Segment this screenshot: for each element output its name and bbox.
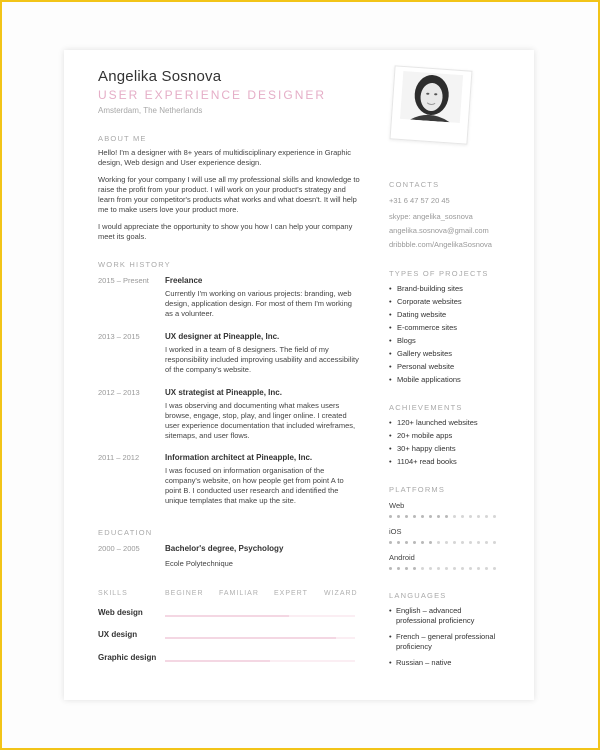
achievements-heading: ACHIEVEMENTS <box>389 403 463 412</box>
skill-label: Graphic design <box>98 653 157 662</box>
project-type: E-commerce sites <box>397 323 458 332</box>
achievement: 1104+ read books <box>397 457 457 466</box>
rating-dot <box>469 541 472 544</box>
rating-dot <box>413 567 416 570</box>
list-item: • 120+ launched websites <box>389 418 478 427</box>
rating-dot <box>445 541 448 544</box>
projects-list <box>389 282 463 386</box>
rating-dot <box>429 515 432 518</box>
achievement: 120+ launched websites <box>397 418 478 427</box>
rating-dot <box>461 515 464 518</box>
rating-dot <box>485 567 488 570</box>
skills-header <box>98 590 360 600</box>
job-description: I worked in a team of 8 designers. The field of my responsibility included improving usability and accessibility of the company's website. <box>165 345 359 374</box>
project-type: Brand-building sites <box>397 284 463 293</box>
rating-dot <box>389 515 392 518</box>
rating-dot <box>437 541 440 544</box>
rating-dot <box>397 567 400 570</box>
job-dates: 2011 – 2012 <box>98 453 140 462</box>
platform-label: iOS <box>389 527 402 536</box>
list-item: • Brand-building sites <box>389 284 463 293</box>
job-description: I was observing and documenting what makes users browse, engage, stop, play, and linger online. I created user experience documentation that included wireframes, sitemaps, and user flows. <box>165 401 356 440</box>
education-heading: EDUCATION <box>98 528 153 537</box>
rating-dot <box>485 515 488 518</box>
list-item: • 30+ happy clients <box>389 444 456 453</box>
rating-dot <box>429 567 432 570</box>
skill-row <box>98 653 360 665</box>
rating-dot <box>413 541 416 544</box>
bullet-icon: • <box>389 606 392 615</box>
skill-label: Web design <box>98 608 143 617</box>
rating-dot <box>437 567 440 570</box>
skill-level-label: EXPERT <box>274 590 308 597</box>
skills-heading: SKILLS <box>98 590 128 597</box>
rating-dot <box>453 541 456 544</box>
job-description: Currently I'm working on various projects: branding, web design, application design. For most of them I'm working as a volunteer. <box>165 289 352 318</box>
job-title: Freelance <box>165 276 203 285</box>
rating-dot <box>469 567 472 570</box>
rating-dot <box>445 567 448 570</box>
rating-dot <box>413 515 416 518</box>
project-type: Gallery websites <box>397 349 453 358</box>
rating-dot <box>461 567 464 570</box>
resume-name: Angelika Sosnova <box>98 68 222 85</box>
resume-role: USER EXPERIENCE DESIGNER <box>98 88 327 102</box>
job-title: Information architect at Pineapple, Inc. <box>165 453 313 462</box>
skill-bar-track <box>165 660 355 662</box>
skill-level-label: FAMILIAR <box>219 590 259 597</box>
list-item: • Corporate websites <box>389 297 462 306</box>
contact-skype[interactable]: skype: angelika_sosnova <box>389 212 473 221</box>
language-text: French – general professional proficiency <box>396 632 496 651</box>
skill-bar-fill <box>165 637 336 639</box>
rating-dot <box>461 541 464 544</box>
education-dates: 2000 – 2005 <box>98 544 140 553</box>
language-text: English – advanced professional proficiency <box>396 606 475 625</box>
languages-heading: LANGUAGES <box>389 591 447 600</box>
rating-dot <box>397 515 400 518</box>
skill-level-label: BEGINER <box>165 590 204 597</box>
job-title: UX strategist at Pineapple, Inc. <box>165 388 282 397</box>
skill-bar-fill <box>165 660 270 662</box>
list-item: • Gallery websites <box>389 349 453 358</box>
language-item <box>389 632 499 652</box>
job-title: UX designer at Pineapple, Inc. <box>165 332 280 341</box>
skill-level-label: WIZARD <box>324 590 358 597</box>
achievements-list <box>389 416 478 468</box>
profile-photo <box>390 65 473 144</box>
contact-phone: +31 6 47 57 20 45 <box>389 196 450 205</box>
rating-dot <box>485 541 488 544</box>
about-paragraph: Working for your company I will use all my professional skills and knowledge to raise the profit from your product. I will work on your product's strategy and learn from your competitor's products what works and what doesn't. It will help me to make users love your product more. <box>98 175 360 214</box>
portrait-image <box>400 71 463 123</box>
rating-dot <box>477 541 480 544</box>
platform-label: Android <box>389 553 415 562</box>
skill-bar-track <box>165 637 355 639</box>
contact-email[interactable]: angelika.sosnova@gmail.com <box>389 226 489 235</box>
rating-dot <box>429 541 432 544</box>
project-type: Personal website <box>397 362 455 371</box>
rating-dot <box>421 567 424 570</box>
about-paragraph: Hello! I'm a designer with 8+ years of multidisciplinary experience in Graphic design, Web design and User experience design. <box>98 148 352 167</box>
resume-sheet <box>64 50 534 700</box>
list-item: • Blogs <box>389 336 416 345</box>
work-heading: WORK HISTORY <box>98 260 171 269</box>
project-type: Dating website <box>397 310 447 319</box>
projects-heading: TYPES OF PROJECTS <box>389 269 489 278</box>
achievement: 20+ mobile apps <box>397 431 453 440</box>
skill-bar-track <box>165 615 355 617</box>
project-type: Corporate websites <box>397 297 462 306</box>
skill-row <box>98 608 360 620</box>
rating-dot <box>453 515 456 518</box>
list-item: • Dating website <box>389 310 447 319</box>
rating-dot <box>389 541 392 544</box>
language-item <box>389 658 499 668</box>
rating-dot <box>437 515 440 518</box>
rating-dot <box>445 515 448 518</box>
rating-dot <box>405 567 408 570</box>
rating-dot <box>421 541 424 544</box>
list-item: • Mobile applications <box>389 375 461 384</box>
job-dates: 2015 – Present <box>98 276 149 285</box>
project-type: Mobile applications <box>397 375 461 384</box>
language-text: Russian – native <box>396 658 452 667</box>
education-school: Ecole Polytechnique <box>165 559 233 568</box>
rating-dot <box>477 515 480 518</box>
platform-label: Web <box>389 501 405 510</box>
rating-dot <box>477 567 480 570</box>
project-type: Blogs <box>397 336 416 345</box>
platforms-heading: PLATFORMS <box>389 485 446 494</box>
contacts-heading: CONTACTS <box>389 180 440 189</box>
rating-dot <box>493 515 496 518</box>
rating-dot <box>405 515 408 518</box>
contact-dribbble[interactable]: dribbble.com/AngelikaSosnova <box>389 240 492 249</box>
job-dates: 2012 – 2013 <box>98 388 140 397</box>
achievement: 30+ happy clients <box>397 444 456 453</box>
rating-dot <box>469 515 472 518</box>
bullet-icon: • <box>389 658 392 667</box>
skill-label: UX design <box>98 630 138 639</box>
about-heading: ABOUT ME <box>98 134 147 143</box>
bullet-icon: • <box>389 632 392 641</box>
rating-dot <box>397 541 400 544</box>
language-item <box>389 606 499 626</box>
job-dates: 2013 – 2015 <box>98 332 140 341</box>
rating-dot <box>421 515 424 518</box>
rating-dot <box>453 567 456 570</box>
job-description: I was focused on information organisation of the company's website, on how people get from point A to point B. I conducted user research and identified the unique templates that make up the site. <box>165 466 344 505</box>
resume-location: Amsterdam, The Netherlands <box>98 106 203 115</box>
list-item: • 1104+ read books <box>389 457 457 466</box>
rating-dot <box>389 567 392 570</box>
rating-dot <box>493 541 496 544</box>
rating-dot <box>405 541 408 544</box>
education-degree: Bachelor's degree, Psychology <box>165 544 284 553</box>
list-item: • 20+ mobile apps <box>389 431 453 440</box>
about-section <box>98 148 360 249</box>
about-paragraph: I would appreciate the opportunity to show you how I can help your company meet its goals. <box>98 222 353 241</box>
rating-dot <box>493 567 496 570</box>
list-item: • Personal website <box>389 362 455 371</box>
list-item: • E-commerce sites <box>389 323 458 332</box>
skill-bar-fill <box>165 615 289 617</box>
skill-row <box>98 630 360 642</box>
